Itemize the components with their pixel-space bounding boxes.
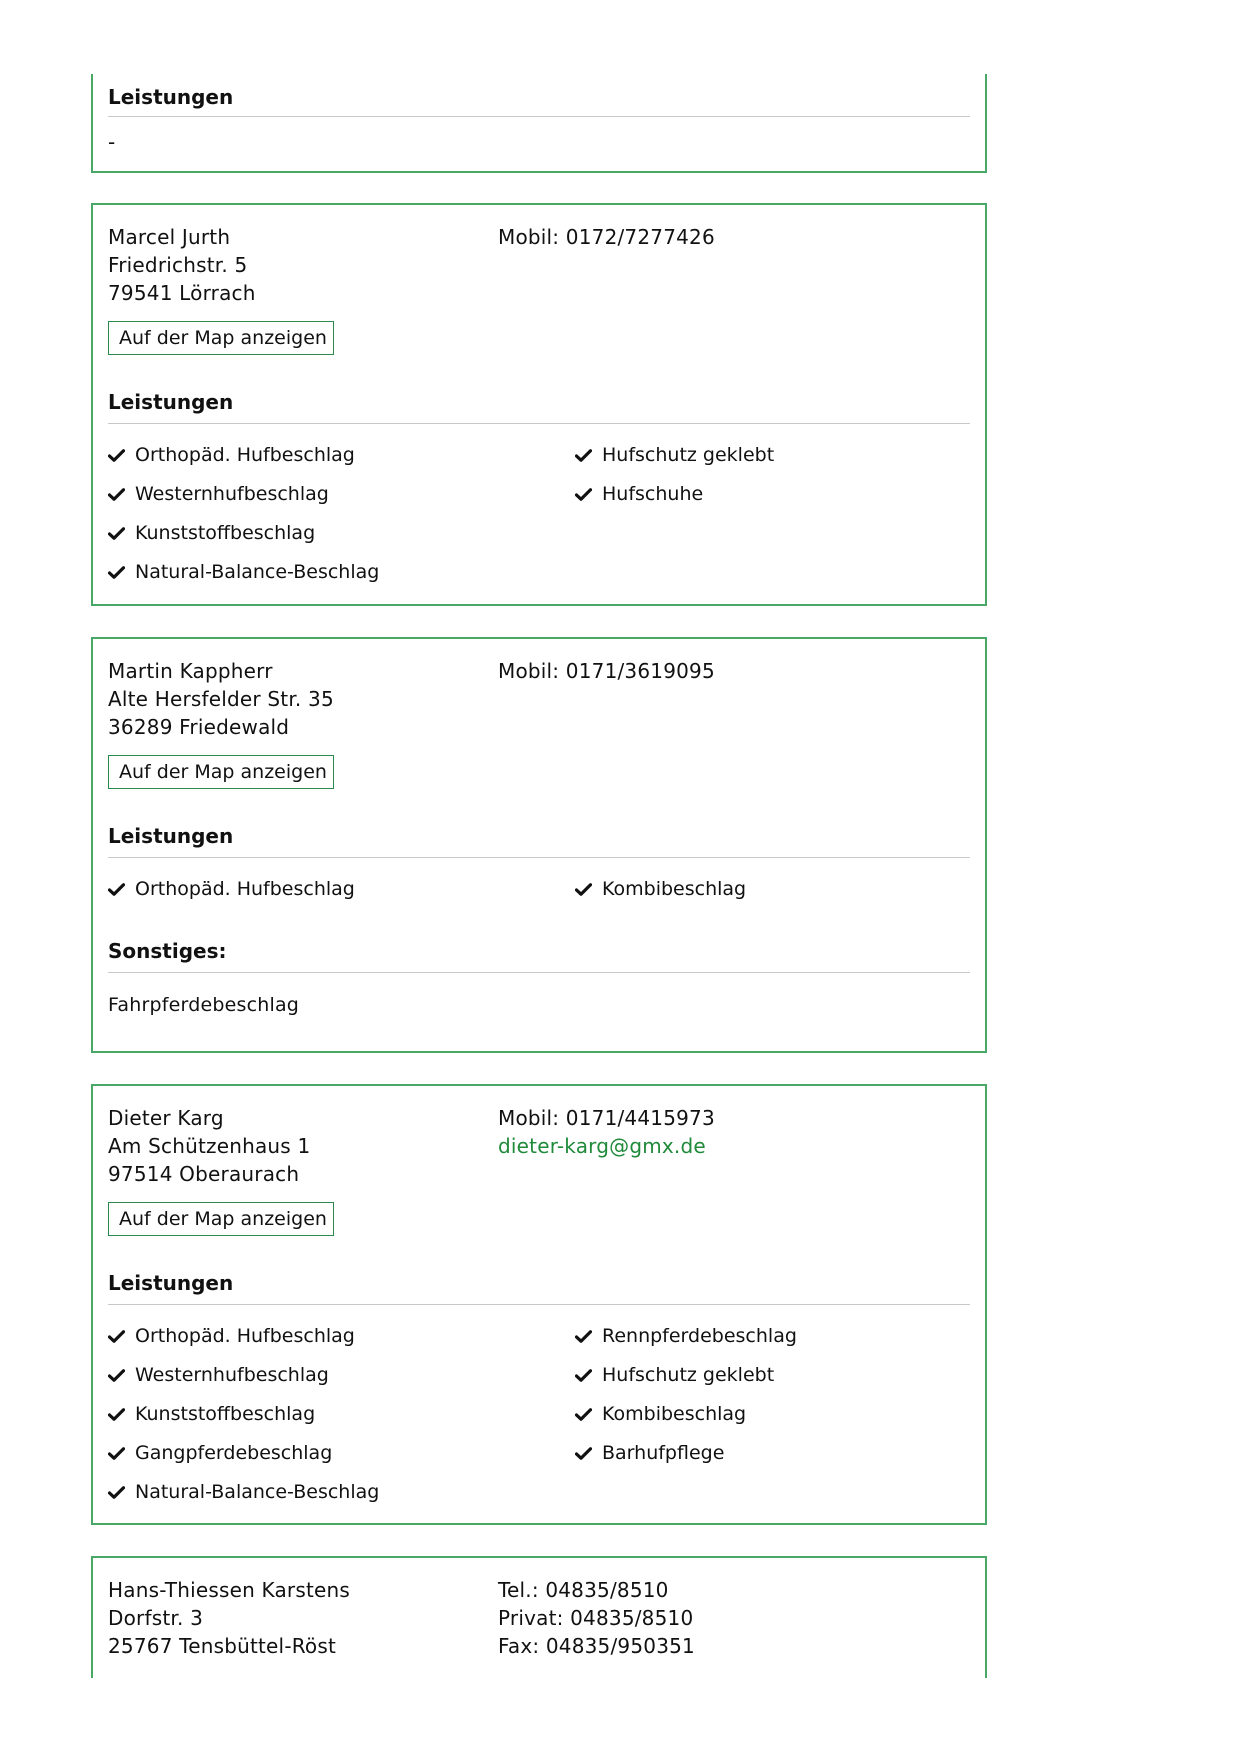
show-on-map-button[interactable]: Auf der Map anzeigen xyxy=(108,321,334,355)
provider-card-marcel-jurth xyxy=(91,203,987,606)
divider xyxy=(108,857,970,858)
provider-card-hans-thiessen-karstens xyxy=(91,1556,987,1678)
provider-email-link[interactable]: dieter-karg@gmx.de xyxy=(498,1134,706,1158)
provider-city: 79541 Lörrach xyxy=(108,281,256,305)
check-icon xyxy=(108,1369,125,1382)
provider-phone: Tel.: 04835/8510 xyxy=(498,1578,669,1602)
check-icon xyxy=(108,1447,125,1460)
service-label: Hufschutz geklebt xyxy=(602,1364,775,1386)
service-label: Hufschutz geklebt xyxy=(602,444,775,466)
sonstiges-heading: Sonstiges: xyxy=(108,939,227,963)
provider-street: Am Schützenhaus 1 xyxy=(108,1134,311,1158)
provider-city: 25767 Tensbüttel-Röst xyxy=(108,1634,337,1658)
provider-card-dieter-karg xyxy=(91,1084,987,1525)
divider xyxy=(108,1304,970,1305)
service-label: Barhufpflege xyxy=(602,1442,725,1464)
service-label: Natural-Balance-Beschlag xyxy=(135,1481,380,1503)
check-icon xyxy=(108,449,125,462)
check-icon xyxy=(575,1408,592,1421)
service-label: Natural-Balance-Beschlag xyxy=(135,561,380,583)
provider-mobile: Mobil: 0171/3619095 xyxy=(498,659,715,683)
service-label: Rennpferdebeschlag xyxy=(602,1325,797,1347)
service-label: Gangpferdebeschlag xyxy=(135,1442,333,1464)
provider-fax: Fax: 04835/950351 xyxy=(498,1634,695,1658)
check-icon xyxy=(575,1447,592,1460)
sonstiges-text: Fahrpferdebeschlag xyxy=(108,994,300,1016)
divider xyxy=(108,972,970,973)
service-label: Hufschuhe xyxy=(602,483,704,505)
show-on-map-button[interactable]: Auf der Map anzeigen xyxy=(108,755,334,789)
service-label: Kunststoffbeschlag xyxy=(135,1403,316,1425)
provider-name: Hans-Thiessen Karstens xyxy=(108,1578,351,1602)
check-icon xyxy=(108,1486,125,1499)
check-icon xyxy=(108,527,125,540)
provider-street: Alte Hersfelder Str. 35 xyxy=(108,687,334,711)
provider-city: 97514 Oberaurach xyxy=(108,1162,300,1186)
provider-city: 36289 Friedewald xyxy=(108,715,290,739)
leistungen-heading: Leistungen xyxy=(108,390,234,414)
leistungen-heading: Leistungen xyxy=(108,1271,234,1295)
check-icon xyxy=(575,1369,592,1382)
service-label: Westernhufbeschlag xyxy=(135,483,329,505)
check-icon xyxy=(575,488,592,501)
provider-mobile: Mobil: 0172/7277426 xyxy=(498,225,715,249)
show-on-map-button[interactable]: Auf der Map anzeigen xyxy=(108,1202,334,1236)
service-label: Orthopäd. Hufbeschlag xyxy=(135,878,355,900)
check-icon xyxy=(108,566,125,579)
check-icon xyxy=(108,1330,125,1343)
leistungen-heading: Leistungen xyxy=(108,85,234,109)
provider-street: Dorfstr. 3 xyxy=(108,1606,203,1630)
provider-mobile: Mobil: 0171/4415973 xyxy=(498,1106,715,1130)
provider-card-partial-top xyxy=(91,74,987,173)
leistungen-empty: - xyxy=(108,130,116,154)
service-label: Westernhufbeschlag xyxy=(135,1364,329,1386)
service-label: Kombibeschlag xyxy=(602,878,747,900)
check-icon xyxy=(575,449,592,462)
leistungen-heading: Leistungen xyxy=(108,824,234,848)
divider xyxy=(108,423,970,424)
provider-name: Marcel Jurth xyxy=(108,225,231,249)
provider-street: Friedrichstr. 5 xyxy=(108,253,248,277)
service-label: Kunststoffbeschlag xyxy=(135,522,316,544)
service-label: Kombibeschlag xyxy=(602,1403,747,1425)
check-icon xyxy=(575,1330,592,1343)
service-label: Orthopäd. Hufbeschlag xyxy=(135,444,355,466)
provider-private-phone: Privat: 04835/8510 xyxy=(498,1606,694,1630)
provider-name: Dieter Karg xyxy=(108,1106,224,1130)
check-icon xyxy=(108,488,125,501)
divider xyxy=(108,116,970,117)
provider-card-martin-kappherr xyxy=(91,637,987,1053)
check-icon xyxy=(575,883,592,896)
provider-name: Martin Kappherr xyxy=(108,659,273,683)
check-icon xyxy=(108,883,125,896)
service-label: Orthopäd. Hufbeschlag xyxy=(135,1325,355,1347)
check-icon xyxy=(108,1408,125,1421)
